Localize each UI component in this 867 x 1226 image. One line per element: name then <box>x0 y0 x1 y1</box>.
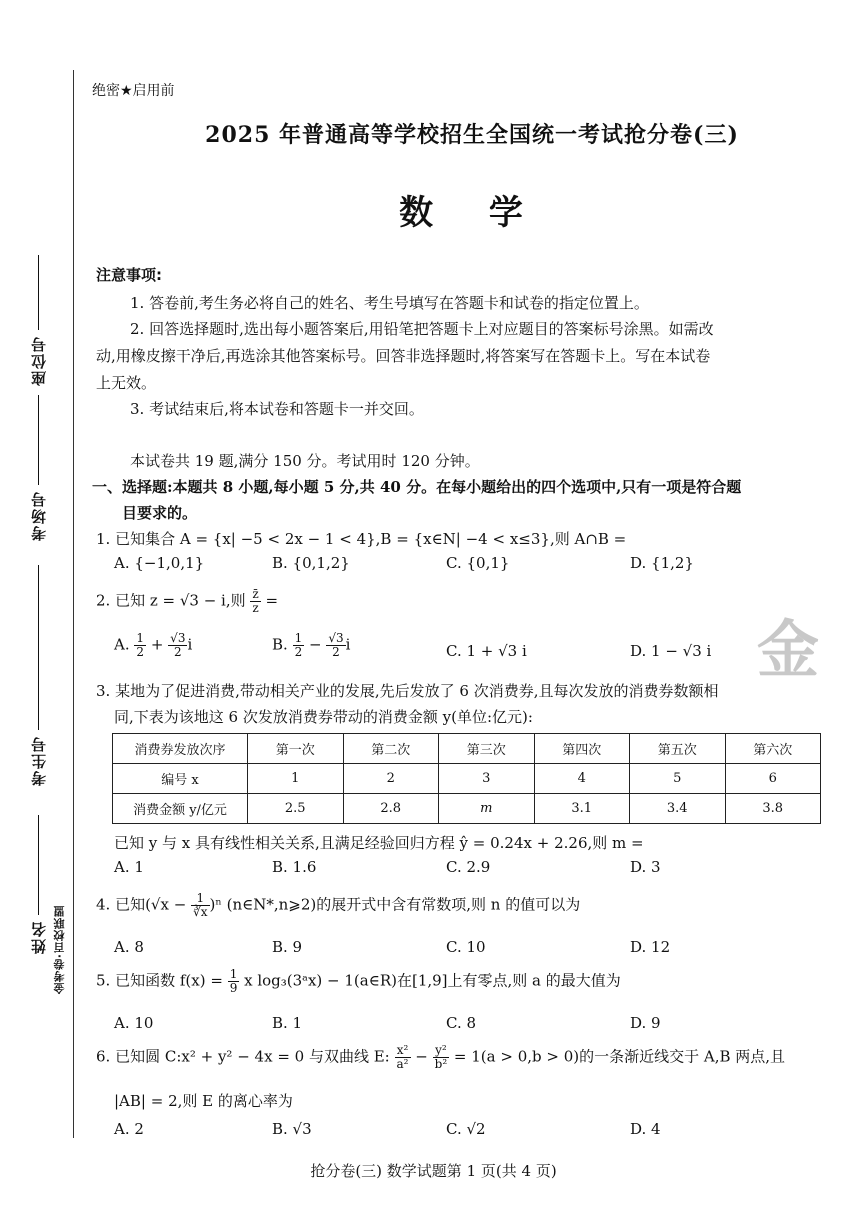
seat-number-label: 座位号 <box>30 335 48 386</box>
exam-room-label: 考场号 <box>30 490 48 541</box>
table-cell: 编号 x <box>113 764 248 794</box>
q5-option-c: C. 8 <box>446 1014 477 1032</box>
q4-frac-den: ∛x <box>193 905 208 920</box>
q6-fraction-2 <box>433 1044 450 1071</box>
q2-frac-num: z̄ <box>252 587 259 601</box>
question-3-stem-3: 已知 y 与 x 具有线性相关关系,且满足经验回归方程 ŷ = 0.24x + 2.26,则 m = <box>114 834 644 852</box>
page-footer: 抢分卷(三) 数学试题第 1 页(共 4 页) <box>310 1162 557 1180</box>
table-cell: 1 <box>248 764 344 794</box>
table-cell: 第五次 <box>630 734 726 764</box>
q4-stem-suffix: (n∈N*,n⩾2)的展开式中含有常数项,则 n 的值可以为 <box>226 895 581 914</box>
q2-b-tail: i <box>345 635 351 654</box>
section-1-heading-cont: 目要求的。 <box>122 504 198 522</box>
q6-option-b: B. √3 <box>272 1120 312 1138</box>
question-1-stem: 1. 已知集合 A = {x| −5 < 2x − 1 < 4},B = {x∈N| −4 < x≤3},则 A∩B = <box>96 530 627 548</box>
q2-a-op: + <box>150 635 164 654</box>
q6-f2-num: y² <box>433 1044 450 1058</box>
question-5-stem <box>96 968 621 995</box>
q2-a-label: A. <box>114 635 130 654</box>
examinee-fill-line <box>38 565 39 730</box>
table-cell: 第三次 <box>439 734 535 764</box>
table-cell: 消费券发放次序 <box>113 734 248 764</box>
q2-b-op: − <box>309 635 322 654</box>
question-6-stem-2: |AB| = 2,则 E 的离心率为 <box>114 1092 293 1110</box>
q2-b-label: B. <box>272 635 288 654</box>
notice-item-2-line-1: 2. 回答选择题时,选出每小题答案后,用铅笔把答题卡上对应题目的答案标号涂黑。如需改 <box>130 320 714 338</box>
name-label: 姓名 <box>30 920 48 954</box>
q5-option-a: A. 10 <box>114 1014 154 1032</box>
q2-option-d: D. 1 − √3 i <box>630 642 712 660</box>
q2-a-den2: 2 <box>173 645 182 660</box>
confidential-mark: 绝密★启用前 <box>92 83 175 99</box>
q6-option-c: C. √2 <box>446 1120 486 1138</box>
q4-frac-num: 1 <box>191 892 209 906</box>
notice-item-1: 1. 答卷前,考生务必将自己的姓名、考生号填写在答题卡和试卷的指定位置上。 <box>130 294 649 312</box>
q2-a-tail: i <box>187 635 193 654</box>
q6-f1-den: a² <box>396 1057 409 1072</box>
q4-option-c: C. 10 <box>446 938 486 956</box>
table-header-row <box>113 734 821 764</box>
question-4-stem <box>96 892 580 919</box>
q1-option-d: D. {1,2} <box>630 554 694 572</box>
q4-fraction <box>191 892 209 919</box>
name-fill-line <box>38 815 39 915</box>
q4-option-b: B. 9 <box>272 938 303 956</box>
q2-b-frac2 <box>326 632 345 659</box>
subject-title: 数 学 <box>399 193 545 233</box>
examinee-number-label: 考生号 <box>30 735 48 786</box>
table-cell: 第二次 <box>343 734 439 764</box>
question-3-stem-1: 3. 某地为了促进消费,带动相关产业的发展,先后发放了 6 次消费券,且每次发放的消费券数额相 <box>96 682 719 700</box>
table-cell: 3.8 <box>725 794 821 824</box>
table-cell: 5 <box>630 764 726 794</box>
q6-stem-prefix: 6. 已知圆 C:x² + y² − 4x = 0 与双曲线 E: <box>96 1047 390 1066</box>
q5-option-b: B. 1 <box>272 1014 303 1032</box>
q6-f1-num: x² <box>395 1044 411 1058</box>
q2-a-frac2 <box>168 632 187 659</box>
table-row <box>113 764 821 794</box>
q4-power: )ⁿ <box>209 895 222 914</box>
q2-b-frac1 <box>293 632 305 659</box>
table-cell: 第六次 <box>725 734 821 764</box>
q2-b-den2: 2 <box>332 645 340 660</box>
q4-stem-prefix: 4. 已知(√x − <box>96 895 187 914</box>
notice-item-3: 3. 考试结束后,将本试卷和答题卡一并交回。 <box>130 400 424 418</box>
table-cell: 6 <box>725 764 821 794</box>
question-6-stem <box>96 1044 785 1071</box>
q2-fraction <box>250 588 260 615</box>
q3-option-a: A. 1 <box>114 858 144 876</box>
q2-a-frac1 <box>134 632 146 659</box>
table-cell: 4 <box>534 764 630 794</box>
exam-title: 2025 年普通高等学校招生全国统一考试抢分卷(三) <box>205 122 739 148</box>
q1-option-b: B. {0,1,2} <box>272 554 350 572</box>
q2-b-den1: 2 <box>294 645 303 660</box>
exam-summary: 本试卷共 19 题,满分 150 分。考试用时 120 分钟。 <box>130 452 480 470</box>
q3-option-d: D. 3 <box>630 858 661 876</box>
section-1-heading: 一、选择题:本题共 8 小题,每小题 5 分,共 40 分。在每小题给出的四个选项中,只有一项是符合题 <box>92 478 742 496</box>
table-cell: 第四次 <box>534 734 630 764</box>
q2-a-num2: √3 <box>170 631 186 645</box>
q2-a-num1: 1 <box>136 631 145 645</box>
table-cell: 3.4 <box>630 794 726 824</box>
table-cell: 2.5 <box>248 794 344 824</box>
q1-option-c: C. {0,1} <box>446 554 510 572</box>
notice-heading: 注意事项: <box>96 266 162 284</box>
brand-label: 金考卷·百校联盟 <box>53 905 66 995</box>
table-cell: 3.1 <box>534 794 630 824</box>
question-2-stem <box>96 588 278 615</box>
q2-a-den1: 2 <box>136 645 145 660</box>
table-cell: 2 <box>343 764 439 794</box>
table-cell: 消费金额 y/亿元 <box>113 794 248 824</box>
q6-option-d: D. 4 <box>630 1120 661 1138</box>
table-cell: 3 <box>439 764 535 794</box>
q1-option-a: A. {−1,0,1} <box>114 554 205 572</box>
q2-frac-den: z <box>252 601 259 616</box>
question-3-stem-2: 同,下表为该地这 6 次发放消费券带动的消费金额 y(单位:亿元): <box>114 708 533 726</box>
q2-option-c: C. 1 + √3 i <box>446 642 527 660</box>
q5-frac-num: 1 <box>229 967 238 981</box>
q4-option-a: A. 8 <box>114 938 144 956</box>
notice-item-2-line-2: 动,用橡皮擦干净后,再选涂其他答案标号。回答非选择题时,将答案写在答题卡上。写在本试卷 <box>96 347 711 365</box>
table-cell: 2.8 <box>343 794 439 824</box>
q6-fraction-1 <box>395 1044 411 1071</box>
q5-fraction <box>228 968 240 995</box>
notice-item-2-line-3: 上无效。 <box>96 374 157 392</box>
q5-stem-suffix: x log₃(3ᵃx) − 1(a∈R)在[1,9]上有零点,则 a 的最大值为 <box>244 971 621 990</box>
room-fill-line <box>38 395 39 485</box>
q2-option-a <box>114 632 192 659</box>
q3-option-c: C. 2.9 <box>446 858 491 876</box>
q3-data-table <box>112 733 821 824</box>
q2-option-b <box>272 632 350 659</box>
q4-option-d: D. 12 <box>630 938 671 956</box>
q6-minus: − <box>415 1047 428 1066</box>
table-cell: 第一次 <box>248 734 344 764</box>
q3-option-b: B. 1.6 <box>272 858 317 876</box>
q6-option-a: A. 2 <box>114 1120 144 1138</box>
q6-stem-suffix: = 1(a > 0,b > 0)的一条渐近线交于 A,B 两点,且 <box>453 1047 786 1066</box>
table-row <box>113 794 821 824</box>
q6-f2-den: b² <box>434 1057 448 1072</box>
q5-frac-den: 9 <box>229 981 238 996</box>
q5-option-d: D. 9 <box>630 1014 661 1032</box>
table-cell: m <box>439 794 535 824</box>
q2-stem-suffix: = <box>265 591 279 610</box>
q2-b-num1: 1 <box>294 631 303 645</box>
seat-fill-line <box>38 255 39 330</box>
q2-b-num2: √3 <box>328 631 344 645</box>
seal-watermark: 金 <box>757 613 820 686</box>
binding-margin-line <box>73 70 74 1138</box>
q5-stem-prefix: 5. 已知函数 f(x) = <box>96 971 223 990</box>
q2-stem-prefix: 2. 已知 z = √3 − i,则 <box>96 591 246 610</box>
